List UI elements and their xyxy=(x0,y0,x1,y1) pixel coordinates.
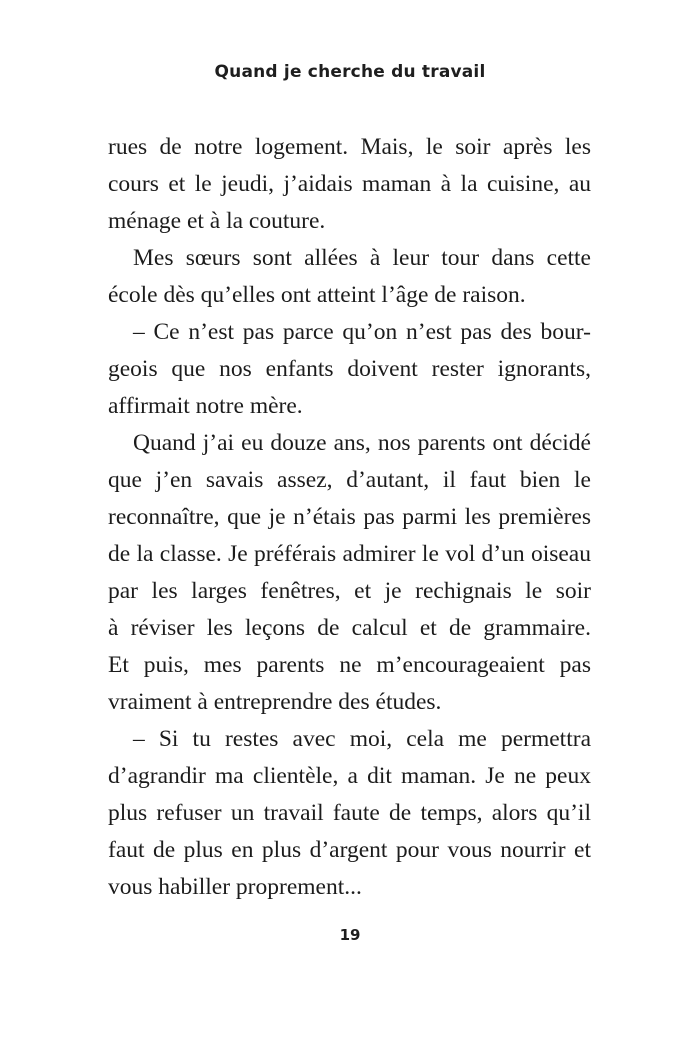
text-line: à réviser les leçons de calcul et de grammaire. xyxy=(108,615,591,641)
text-line: geois que nos enfants doivent rester ignorants, xyxy=(108,356,591,382)
text-line: faut de plus en plus d’argent pour vous nourrir et xyxy=(108,837,591,863)
text-line: Quand j’ai eu douze ans, nos parents ont décidé xyxy=(133,430,591,456)
text-line: reconnaître, que je n’étais pas parmi les premières xyxy=(108,504,591,530)
text-line: de la classe. Je préférais admirer le vol d’un oiseau xyxy=(108,541,591,567)
text-line: plus refuser un travail faute de temps, alors qu’il xyxy=(108,800,591,826)
text-line: affirmait notre mère. xyxy=(108,393,303,419)
running-head-title: Quand je cherche du travail xyxy=(214,62,486,82)
text-line: Mes sœurs sont allées à leur tour dans cette xyxy=(133,245,591,271)
text-line: que j’en savais assez, d’autant, il faut bien le xyxy=(108,467,591,493)
text-line: cours et le jeudi, j’aidais maman à la cuisine, au xyxy=(108,171,591,197)
page-number: 19 xyxy=(339,926,361,944)
text-line: école dès qu’elles ont atteint l’âge de raison. xyxy=(108,282,526,308)
body-text xyxy=(108,129,591,906)
text-line: vous habiller proprement... xyxy=(108,874,362,900)
text-line: vraiment à entreprendre des études. xyxy=(108,689,442,715)
text-line: ménage et à la couture. xyxy=(108,208,326,234)
text-line: Et puis, mes parents ne m’encourageaient pas xyxy=(108,652,591,678)
text-line: d’agrandir ma clientèle, a dit maman. Je ne peux xyxy=(108,763,591,789)
text-line: – Si tu restes avec moi, cela me permettra xyxy=(133,726,591,752)
text-line: rues de notre logement. Mais, le soir après les xyxy=(108,134,591,160)
text-line: – Ce n’est pas parce qu’on n’est pas des bour- xyxy=(133,319,591,345)
text-line: par les larges fenêtres, et je rechignais le soir xyxy=(108,578,591,604)
